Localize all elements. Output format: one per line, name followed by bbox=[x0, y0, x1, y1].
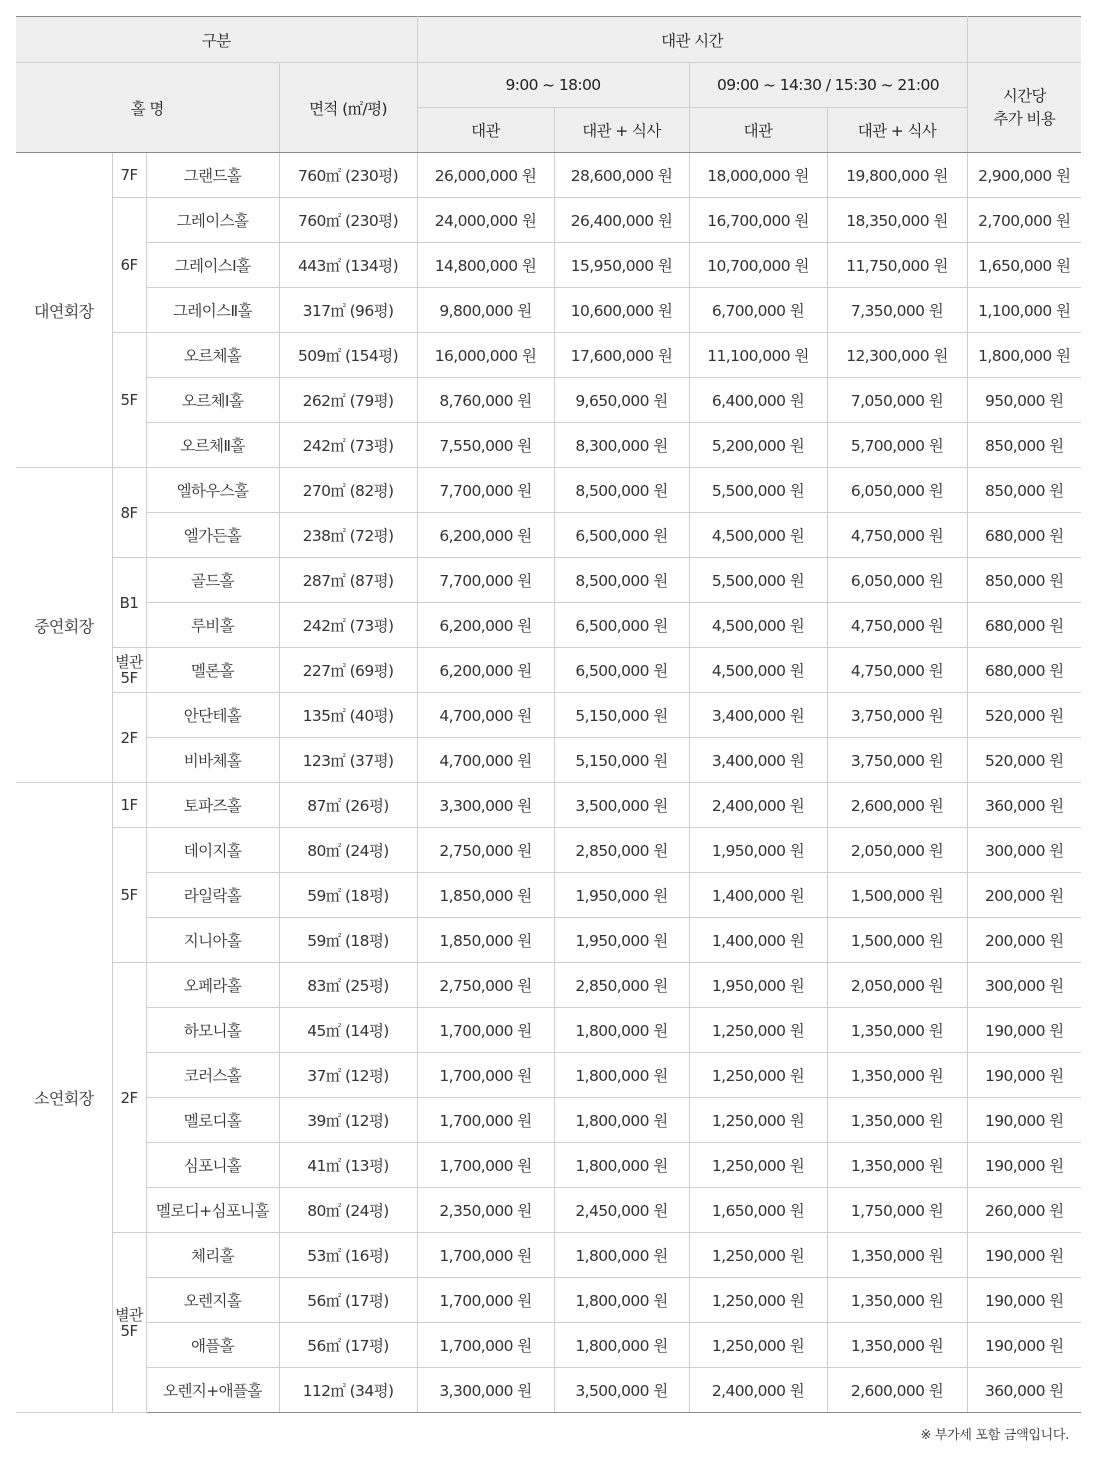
price-day-rental-meal: 1,800,000 원 bbox=[554, 1098, 689, 1143]
table-row bbox=[16, 243, 1081, 288]
hall-name: 라일락홀 bbox=[146, 873, 279, 918]
header-blank bbox=[967, 17, 1081, 63]
price-day-rental-meal: 6,500,000 원 bbox=[554, 513, 689, 558]
table-header bbox=[16, 17, 1081, 153]
table-row bbox=[16, 1278, 1081, 1323]
hall-area: 37㎡ (12평) bbox=[279, 1053, 417, 1098]
price-split-rental: 4,500,000 원 bbox=[689, 513, 827, 558]
table-row bbox=[16, 873, 1081, 918]
price-split-rental-meal: 18,350,000 원 bbox=[827, 198, 967, 243]
table-row bbox=[16, 198, 1081, 243]
table-row bbox=[16, 513, 1081, 558]
hall-name: 그레이스Ⅱ홀 bbox=[146, 288, 279, 333]
table-row bbox=[16, 603, 1081, 648]
price-split-rental-meal: 2,050,000 원 bbox=[827, 828, 967, 873]
price-split-rental: 18,000,000 원 bbox=[689, 153, 827, 198]
hall-name: 엘하우스홀 bbox=[146, 468, 279, 513]
price-day-rental-meal: 6,500,000 원 bbox=[554, 603, 689, 648]
hall-area: 39㎡ (12평) bbox=[279, 1098, 417, 1143]
hall-area: 760㎡ (230평) bbox=[279, 198, 417, 243]
hall-name: 오렌지홀 bbox=[146, 1278, 279, 1323]
price-split-rental: 3,400,000 원 bbox=[689, 693, 827, 738]
price-split-rental-meal: 2,050,000 원 bbox=[827, 963, 967, 1008]
price-day-rental-meal: 17,600,000 원 bbox=[554, 333, 689, 378]
hall-area: 80㎡ (24평) bbox=[279, 828, 417, 873]
price-day-rental: 8,760,000 원 bbox=[417, 378, 554, 423]
hourly-extra-cost: 190,000 원 bbox=[967, 1008, 1081, 1053]
price-day-rental-meal: 28,600,000 원 bbox=[554, 153, 689, 198]
hourly-extra-cost: 1,100,000 원 bbox=[967, 288, 1081, 333]
floor-label: 8F bbox=[112, 468, 146, 558]
hall-name: 오렌지+애플홀 bbox=[146, 1368, 279, 1413]
table-row bbox=[16, 1053, 1081, 1098]
price-split-rental-meal: 4,750,000 원 bbox=[827, 648, 967, 693]
price-split-rental-meal: 4,750,000 원 bbox=[827, 603, 967, 648]
price-split-rental-meal: 4,750,000 원 bbox=[827, 513, 967, 558]
price-day-rental: 6,200,000 원 bbox=[417, 513, 554, 558]
price-day-rental: 24,000,000 원 bbox=[417, 198, 554, 243]
price-split-rental: 10,700,000 원 bbox=[689, 243, 827, 288]
hall-name: 비바체홀 bbox=[146, 738, 279, 783]
hall-area: 41㎡ (13평) bbox=[279, 1143, 417, 1188]
hourly-extra-cost: 680,000 원 bbox=[967, 603, 1081, 648]
hourly-extra-cost: 850,000 원 bbox=[967, 423, 1081, 468]
price-split-rental-meal: 1,350,000 원 bbox=[827, 1098, 967, 1143]
price-split-rental: 1,650,000 원 bbox=[689, 1188, 827, 1233]
header-rental-1: 대관 bbox=[417, 108, 554, 153]
table-row bbox=[16, 1143, 1081, 1188]
price-day-rental: 3,300,000 원 bbox=[417, 1368, 554, 1413]
price-split-rental: 1,400,000 원 bbox=[689, 918, 827, 963]
hall-area: 87㎡ (26평) bbox=[279, 783, 417, 828]
table-row bbox=[16, 153, 1081, 198]
hourly-extra-cost: 300,000 원 bbox=[967, 963, 1081, 1008]
hourly-extra-cost: 190,000 원 bbox=[967, 1053, 1081, 1098]
price-day-rental-meal: 3,500,000 원 bbox=[554, 1368, 689, 1413]
price-split-rental: 1,250,000 원 bbox=[689, 1008, 827, 1053]
price-split-rental: 1,250,000 원 bbox=[689, 1098, 827, 1143]
hall-name: 토파즈홀 bbox=[146, 783, 279, 828]
hall-area: 123㎡ (37평) bbox=[279, 738, 417, 783]
hall-area: 443㎡ (134평) bbox=[279, 243, 417, 288]
hall-area: 80㎡ (24평) bbox=[279, 1188, 417, 1233]
table-row bbox=[16, 1188, 1081, 1233]
price-day-rental-meal: 1,800,000 원 bbox=[554, 1323, 689, 1368]
price-day-rental-meal: 2,450,000 원 bbox=[554, 1188, 689, 1233]
hall-area: 53㎡ (16평) bbox=[279, 1233, 417, 1278]
price-day-rental: 1,700,000 원 bbox=[417, 1008, 554, 1053]
price-split-rental: 4,500,000 원 bbox=[689, 648, 827, 693]
hall-area: 112㎡ (34평) bbox=[279, 1368, 417, 1413]
price-day-rental-meal: 2,850,000 원 bbox=[554, 963, 689, 1008]
price-day-rental-meal: 1,800,000 원 bbox=[554, 1143, 689, 1188]
price-day-rental: 2,750,000 원 bbox=[417, 828, 554, 873]
header-rental-meal-2: 대관 + 식사 bbox=[827, 108, 967, 153]
price-day-rental-meal: 26,400,000 원 bbox=[554, 198, 689, 243]
hall-name: 멜론홀 bbox=[146, 648, 279, 693]
price-day-rental-meal: 15,950,000 원 bbox=[554, 243, 689, 288]
price-split-rental-meal: 12,300,000 원 bbox=[827, 333, 967, 378]
price-day-rental: 6,200,000 원 bbox=[417, 648, 554, 693]
price-split-rental-meal: 7,350,000 원 bbox=[827, 288, 967, 333]
floor-label: 6F bbox=[112, 198, 146, 333]
price-split-rental: 1,250,000 원 bbox=[689, 1278, 827, 1323]
table-row bbox=[16, 558, 1081, 603]
hourly-extra-cost: 1,650,000 원 bbox=[967, 243, 1081, 288]
price-day-rental-meal: 5,150,000 원 bbox=[554, 693, 689, 738]
hourly-extra-cost: 850,000 원 bbox=[967, 468, 1081, 513]
hall-name: 오르체Ⅰ홀 bbox=[146, 378, 279, 423]
hall-area: 83㎡ (25평) bbox=[279, 963, 417, 1008]
table-body bbox=[16, 153, 1081, 1413]
hall-area: 135㎡ (40평) bbox=[279, 693, 417, 738]
price-day-rental-meal: 5,150,000 원 bbox=[554, 738, 689, 783]
header-rental-meal-1: 대관 + 식사 bbox=[554, 108, 689, 153]
hourly-extra-cost: 680,000 원 bbox=[967, 513, 1081, 558]
hall-name: 오페라홀 bbox=[146, 963, 279, 1008]
hourly-extra-cost: 1,800,000 원 bbox=[967, 333, 1081, 378]
header-category: 구분 bbox=[16, 17, 417, 63]
hall-name: 엘가든홀 bbox=[146, 513, 279, 558]
table-row bbox=[16, 738, 1081, 783]
section-name: 중연회장 bbox=[16, 468, 112, 783]
price-day-rental: 7,700,000 원 bbox=[417, 468, 554, 513]
price-split-rental-meal: 5,700,000 원 bbox=[827, 423, 967, 468]
price-day-rental-meal: 8,300,000 원 bbox=[554, 423, 689, 468]
price-split-rental: 6,700,000 원 bbox=[689, 288, 827, 333]
hall-area: 242㎡ (73평) bbox=[279, 603, 417, 648]
table-row bbox=[16, 693, 1081, 738]
hall-name: 골드홀 bbox=[146, 558, 279, 603]
hall-name: 심포니홀 bbox=[146, 1143, 279, 1188]
price-split-rental-meal: 1,350,000 원 bbox=[827, 1278, 967, 1323]
hall-area: 509㎡ (154평) bbox=[279, 333, 417, 378]
hourly-extra-cost: 360,000 원 bbox=[967, 1368, 1081, 1413]
hourly-extra-cost: 950,000 원 bbox=[967, 378, 1081, 423]
price-split-rental: 1,250,000 원 bbox=[689, 1233, 827, 1278]
hall-name: 지니아홀 bbox=[146, 918, 279, 963]
price-day-rental: 1,850,000 원 bbox=[417, 918, 554, 963]
hall-name: 애플홀 bbox=[146, 1323, 279, 1368]
hall-name: 코러스홀 bbox=[146, 1053, 279, 1098]
hall-name: 루비홀 bbox=[146, 603, 279, 648]
header-extra-line1: 시간당 bbox=[1002, 86, 1046, 105]
price-day-rental-meal: 1,800,000 원 bbox=[554, 1233, 689, 1278]
table-row bbox=[16, 378, 1081, 423]
price-split-rental-meal: 1,350,000 원 bbox=[827, 1143, 967, 1188]
price-day-rental-meal: 2,850,000 원 bbox=[554, 828, 689, 873]
price-split-rental-meal: 1,750,000 원 bbox=[827, 1188, 967, 1233]
price-split-rental: 1,950,000 원 bbox=[689, 963, 827, 1008]
table-row bbox=[16, 1008, 1081, 1053]
table-row bbox=[16, 288, 1081, 333]
hall-area: 238㎡ (72평) bbox=[279, 513, 417, 558]
header-extra-cost bbox=[967, 63, 1081, 153]
price-day-rental-meal: 1,800,000 원 bbox=[554, 1278, 689, 1323]
price-day-rental: 1,700,000 원 bbox=[417, 1098, 554, 1143]
table-row bbox=[16, 333, 1081, 378]
price-split-rental: 2,400,000 원 bbox=[689, 783, 827, 828]
price-split-rental-meal: 1,350,000 원 bbox=[827, 1008, 967, 1053]
hourly-extra-cost: 190,000 원 bbox=[967, 1278, 1081, 1323]
table-row bbox=[16, 1233, 1081, 1278]
price-day-rental: 7,550,000 원 bbox=[417, 423, 554, 468]
price-day-rental: 14,800,000 원 bbox=[417, 243, 554, 288]
price-day-rental: 3,300,000 원 bbox=[417, 783, 554, 828]
price-day-rental-meal: 6,500,000 원 bbox=[554, 648, 689, 693]
floor-label: 1F bbox=[112, 783, 146, 828]
floor-label: 2F bbox=[112, 963, 146, 1233]
hall-name: 멜로디홀 bbox=[146, 1098, 279, 1143]
table-row bbox=[16, 828, 1081, 873]
table-row bbox=[16, 1368, 1081, 1413]
floor-label: 5F bbox=[112, 333, 146, 468]
price-day-rental: 4,700,000 원 bbox=[417, 693, 554, 738]
price-day-rental: 2,750,000 원 bbox=[417, 963, 554, 1008]
vat-footnote: ※ 부가세 포함 금액입니다. bbox=[920, 1428, 1069, 1443]
price-day-rental: 1,700,000 원 bbox=[417, 1053, 554, 1098]
price-day-rental: 6,200,000 원 bbox=[417, 603, 554, 648]
price-day-rental: 9,800,000 원 bbox=[417, 288, 554, 333]
hall-area: 760㎡ (230평) bbox=[279, 153, 417, 198]
price-split-rental: 1,250,000 원 bbox=[689, 1143, 827, 1188]
price-day-rental-meal: 1,800,000 원 bbox=[554, 1053, 689, 1098]
hall-name: 그랜드홀 bbox=[146, 153, 279, 198]
hall-name: 하모니홀 bbox=[146, 1008, 279, 1053]
hall-area: 270㎡ (82평) bbox=[279, 468, 417, 513]
hall-area: 317㎡ (96평) bbox=[279, 288, 417, 333]
hourly-extra-cost: 360,000 원 bbox=[967, 783, 1081, 828]
price-split-rental-meal: 2,600,000 원 bbox=[827, 783, 967, 828]
price-day-rental: 16,000,000 원 bbox=[417, 333, 554, 378]
hall-area: 242㎡ (73평) bbox=[279, 423, 417, 468]
price-split-rental-meal: 1,350,000 원 bbox=[827, 1053, 967, 1098]
price-split-rental-meal: 7,050,000 원 bbox=[827, 378, 967, 423]
price-split-rental: 1,400,000 원 bbox=[689, 873, 827, 918]
section-name: 소연회장 bbox=[16, 783, 112, 1413]
table-row bbox=[16, 1323, 1081, 1368]
price-split-rental-meal: 3,750,000 원 bbox=[827, 693, 967, 738]
price-split-rental: 1,250,000 원 bbox=[689, 1053, 827, 1098]
price-split-rental: 5,500,000 원 bbox=[689, 468, 827, 513]
price-day-rental: 1,700,000 원 bbox=[417, 1143, 554, 1188]
header-extra-line2: 추가 비용 bbox=[993, 109, 1056, 128]
price-day-rental: 1,850,000 원 bbox=[417, 873, 554, 918]
price-split-rental-meal: 1,500,000 원 bbox=[827, 918, 967, 963]
hourly-extra-cost: 260,000 원 bbox=[967, 1188, 1081, 1233]
floor-label: B1 bbox=[112, 558, 146, 648]
price-split-rental-meal: 1,500,000 원 bbox=[827, 873, 967, 918]
hall-area: 59㎡ (18평) bbox=[279, 873, 417, 918]
hourly-extra-cost: 850,000 원 bbox=[967, 558, 1081, 603]
table-row bbox=[16, 1098, 1081, 1143]
hall-area: 227㎡ (69평) bbox=[279, 648, 417, 693]
floor-label: 별관 5F bbox=[112, 648, 146, 693]
floor-label: 별관 5F bbox=[112, 1233, 146, 1413]
price-day-rental: 26,000,000 원 bbox=[417, 153, 554, 198]
price-split-rental: 16,700,000 원 bbox=[689, 198, 827, 243]
table-row bbox=[16, 648, 1081, 693]
table-row bbox=[16, 783, 1081, 828]
hourly-extra-cost: 190,000 원 bbox=[967, 1098, 1081, 1143]
price-split-rental: 5,500,000 원 bbox=[689, 558, 827, 603]
price-split-rental: 3,400,000 원 bbox=[689, 738, 827, 783]
hall-area: 56㎡ (17평) bbox=[279, 1278, 417, 1323]
hall-name: 그레이스Ⅰ홀 bbox=[146, 243, 279, 288]
price-day-rental: 4,700,000 원 bbox=[417, 738, 554, 783]
price-split-rental-meal: 1,350,000 원 bbox=[827, 1323, 967, 1368]
price-split-rental-meal: 6,050,000 원 bbox=[827, 558, 967, 603]
price-day-rental-meal: 8,500,000 원 bbox=[554, 468, 689, 513]
section-name: 대연회장 bbox=[16, 153, 112, 468]
header-rental-2: 대관 bbox=[689, 108, 827, 153]
floor-label: 2F bbox=[112, 693, 146, 783]
hourly-extra-cost: 2,900,000 원 bbox=[967, 153, 1081, 198]
hourly-extra-cost: 520,000 원 bbox=[967, 693, 1081, 738]
table-row bbox=[16, 918, 1081, 963]
header-slot-split: 09:00 ~ 14:30 / 15:30 ~ 21:00 bbox=[689, 63, 967, 108]
price-day-rental-meal: 9,650,000 원 bbox=[554, 378, 689, 423]
price-split-rental: 2,400,000 원 bbox=[689, 1368, 827, 1413]
header-rental-time: 대관 시간 bbox=[417, 17, 967, 63]
hourly-extra-cost: 680,000 원 bbox=[967, 648, 1081, 693]
price-split-rental-meal: 1,350,000 원 bbox=[827, 1233, 967, 1278]
hourly-extra-cost: 200,000 원 bbox=[967, 918, 1081, 963]
hourly-extra-cost: 520,000 원 bbox=[967, 738, 1081, 783]
price-day-rental-meal: 10,600,000 원 bbox=[554, 288, 689, 333]
hourly-extra-cost: 190,000 원 bbox=[967, 1143, 1081, 1188]
hall-name: 그레이스홀 bbox=[146, 198, 279, 243]
price-day-rental-meal: 1,950,000 원 bbox=[554, 873, 689, 918]
price-split-rental-meal: 11,750,000 원 bbox=[827, 243, 967, 288]
price-split-rental: 1,250,000 원 bbox=[689, 1323, 827, 1368]
hourly-extra-cost: 2,700,000 원 bbox=[967, 198, 1081, 243]
price-day-rental-meal: 1,950,000 원 bbox=[554, 918, 689, 963]
hall-name: 오르체Ⅱ홀 bbox=[146, 423, 279, 468]
price-day-rental: 7,700,000 원 bbox=[417, 558, 554, 603]
hall-area: 45㎡ (14평) bbox=[279, 1008, 417, 1053]
hourly-extra-cost: 300,000 원 bbox=[967, 828, 1081, 873]
price-day-rental-meal: 3,500,000 원 bbox=[554, 783, 689, 828]
table-row bbox=[16, 963, 1081, 1008]
price-day-rental: 2,350,000 원 bbox=[417, 1188, 554, 1233]
hall-name: 오르체홀 bbox=[146, 333, 279, 378]
hall-area: 59㎡ (18평) bbox=[279, 918, 417, 963]
price-split-rental: 5,200,000 원 bbox=[689, 423, 827, 468]
rental-price-table bbox=[16, 16, 1081, 1413]
header-area: 면적 (㎡/평) bbox=[279, 63, 417, 153]
hourly-extra-cost: 190,000 원 bbox=[967, 1233, 1081, 1278]
price-split-rental-meal: 3,750,000 원 bbox=[827, 738, 967, 783]
hourly-extra-cost: 200,000 원 bbox=[967, 873, 1081, 918]
price-day-rental: 1,700,000 원 bbox=[417, 1323, 554, 1368]
price-split-rental: 4,500,000 원 bbox=[689, 603, 827, 648]
price-split-rental: 11,100,000 원 bbox=[689, 333, 827, 378]
hall-name: 안단테홀 bbox=[146, 693, 279, 738]
price-split-rental-meal: 2,600,000 원 bbox=[827, 1368, 967, 1413]
price-split-rental: 1,950,000 원 bbox=[689, 828, 827, 873]
table-row bbox=[16, 423, 1081, 468]
price-day-rental: 1,700,000 원 bbox=[417, 1233, 554, 1278]
hall-area: 56㎡ (17평) bbox=[279, 1323, 417, 1368]
price-split-rental-meal: 6,050,000 원 bbox=[827, 468, 967, 513]
hall-name: 멜로디+심포니홀 bbox=[146, 1188, 279, 1233]
header-hall-name: 홀 명 bbox=[16, 63, 279, 153]
price-day-rental-meal: 1,800,000 원 bbox=[554, 1008, 689, 1053]
hourly-extra-cost: 190,000 원 bbox=[967, 1323, 1081, 1368]
hall-area: 287㎡ (87평) bbox=[279, 558, 417, 603]
price-day-rental: 1,700,000 원 bbox=[417, 1278, 554, 1323]
floor-label: 5F bbox=[112, 828, 146, 963]
table-row bbox=[16, 468, 1081, 513]
price-split-rental: 6,400,000 원 bbox=[689, 378, 827, 423]
hall-name: 데이지홀 bbox=[146, 828, 279, 873]
price-split-rental-meal: 19,800,000 원 bbox=[827, 153, 967, 198]
price-day-rental-meal: 8,500,000 원 bbox=[554, 558, 689, 603]
hall-name: 체리홀 bbox=[146, 1233, 279, 1278]
hall-area: 262㎡ (79평) bbox=[279, 378, 417, 423]
header-slot-daytime: 9:00 ~ 18:00 bbox=[417, 63, 689, 108]
floor-label: 7F bbox=[112, 153, 146, 198]
